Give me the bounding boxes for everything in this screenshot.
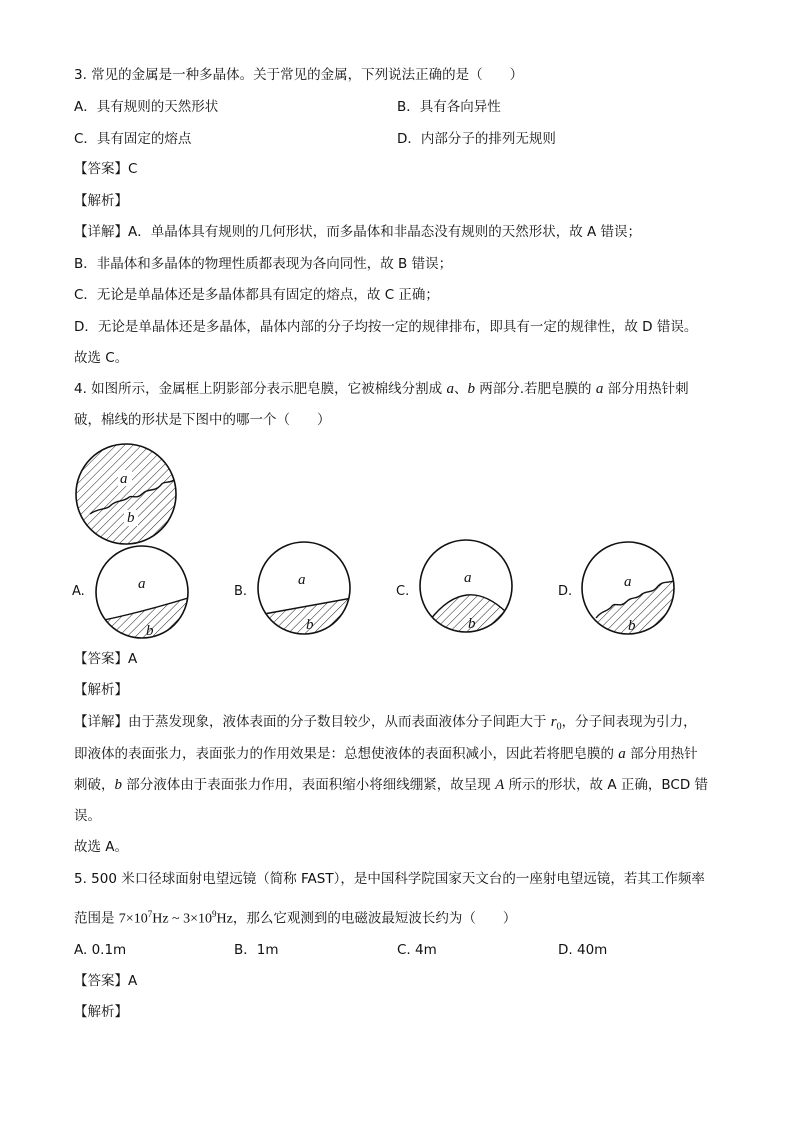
choice-a-label-a: a xyxy=(138,576,146,592)
var-a: a xyxy=(618,746,626,762)
q4-answer: 【答案】A xyxy=(74,651,138,667)
choice-b-label: B. xyxy=(234,584,248,599)
q5-option-a: A. 0.1m xyxy=(74,942,127,958)
q3-stem: 3. 常见的金属是一种多晶体。关于常见的金属，下列说法正确的是（ ） xyxy=(74,67,524,83)
q5-option-c: C. 4m xyxy=(397,942,437,958)
choice-a-label: A. xyxy=(72,584,85,599)
q4-conclusion: 故选 A。 xyxy=(74,839,129,855)
q3-option-c: C．具有固定的熔点 xyxy=(74,131,192,147)
q4-stem-post: 部分用热针刺 xyxy=(603,381,689,397)
choice-b-label-b: b xyxy=(306,617,314,633)
var-r-sub: 0 xyxy=(556,721,562,733)
label-b: b xyxy=(127,510,135,526)
q4-detail-1 xyxy=(74,713,697,737)
soap-film-circle xyxy=(76,444,176,544)
q3-conclusion: 故选 C。 xyxy=(74,350,129,366)
choice-a-label-b: b xyxy=(146,623,154,639)
q4-detail-4: 误。 xyxy=(74,808,101,824)
q5-analysis-heading: 【解析】 xyxy=(74,1004,128,1020)
q4-stem-line-2: 破，棉线的形状是下图中的哪一个（ ） xyxy=(74,412,331,428)
q3-detail-2: B．非晶体和多晶体的物理性质都表现为各向同性，故 B 错误； xyxy=(74,256,453,272)
var-b: b xyxy=(114,777,122,793)
label-a: a xyxy=(120,471,128,487)
q5-option-b: B．1m xyxy=(234,942,279,958)
q5-stem-line-2 xyxy=(74,905,516,929)
choice-c-diagram xyxy=(416,538,520,638)
q4-detail-3-post: 部分液体由于表面张力作用，表面积缩小将细线绷紧，故呈现 xyxy=(122,777,496,793)
q5-range-post: ，那么它观测到的电磁波最短波长约为（ ） xyxy=(232,910,517,927)
q4-detail-1-pre: 【详解】由于蒸发现象，液体表面的分子数目较少，从而表面液体分子间距大于 xyxy=(74,714,551,730)
q4-detail-3-pre: 刺破， xyxy=(74,777,115,793)
choice-d-diagram xyxy=(578,540,682,640)
choice-c-label-a: a xyxy=(464,570,472,586)
q4-stem-sep: 、 xyxy=(453,381,468,397)
var-a: a xyxy=(446,381,454,397)
q3-detail-1: 【详解】A．单晶体具有规则的几何形状，而多晶体和非晶态没有规则的天然形状，故 A 错误； xyxy=(74,224,642,240)
q4-analysis-heading: 【解析】 xyxy=(74,682,128,698)
q5-unit-1: Hz ~ 3×10 xyxy=(152,911,212,927)
choice-b-label-a: a xyxy=(298,572,306,588)
q4-detail-2-post: 部分用热针 xyxy=(625,746,698,762)
q4-detail-2-pre: 即液体的表面张力，表面张力的作用效果是：总想使液体的表面积减小，因此若将肥皂膜的 xyxy=(74,746,619,762)
var-r: r xyxy=(550,714,557,730)
q5-option-d: D. 40m xyxy=(558,942,608,958)
q4-stem-pre: 4. 如图所示，金属框上阴影部分表示肥皂膜，它被棉线分割成 xyxy=(74,381,447,397)
q4-detail-2 xyxy=(74,745,698,763)
choice-c-label-b: b xyxy=(468,616,476,632)
q4-detail-3 xyxy=(74,776,708,794)
q4-detail-1-post: ，分子间表现为引力， xyxy=(561,714,697,730)
q5-answer: 【答案】A xyxy=(74,973,138,989)
q3-analysis-heading: 【解析】 xyxy=(74,193,128,209)
q5-exp-2: 9 xyxy=(212,909,217,919)
q3-detail-3: C．无论是单晶体还是多晶体都具有固定的熔点，故 C 正确； xyxy=(74,287,439,303)
q3-option-b: B．具有各向异性 xyxy=(397,99,501,115)
q3-answer: 【答案】C xyxy=(74,161,138,177)
q5-range-pre: 范围是 xyxy=(74,910,119,927)
q5-unit-2: Hz xyxy=(216,911,233,927)
choice-b-diagram xyxy=(254,540,358,640)
var-b: b xyxy=(467,381,475,397)
choice-a-diagram xyxy=(92,544,196,644)
var-a: a xyxy=(595,381,604,397)
q4-main-diagram xyxy=(70,440,182,548)
q4-detail-3-end: 所示的形状，故 A 正确，BCD 错 xyxy=(504,777,709,793)
q3-detail-4: D．无论是单晶体还是多晶体，晶体内部的分子均按一定的规律排布，即具有一定的规律性，故 D 错误。 xyxy=(74,319,698,335)
q4-stem-mid: 两部分.若肥皂膜的 xyxy=(474,381,596,397)
q3-option-d: D．内部分子的排列无规则 xyxy=(397,131,556,147)
q4-stem-line-1 xyxy=(74,380,689,398)
q5-exp-1: 7 xyxy=(147,909,153,919)
choice-d-label-a: a xyxy=(624,574,632,590)
choice-d-label: D. xyxy=(558,584,573,599)
q5-stem-line-1: 5. 500 米口径球面射电望远镜（简称 FAST），是中国科学院国家天文台的一座射电望远镜，若其工作频率 xyxy=(74,871,705,887)
q5-range-math-1: 7×10 xyxy=(118,911,148,927)
choice-c-label: C. xyxy=(396,584,410,599)
q3-option-a: A．具有规则的天然形状 xyxy=(74,99,219,115)
choice-d-label-b: b xyxy=(628,618,636,634)
var-A: A xyxy=(495,777,505,793)
